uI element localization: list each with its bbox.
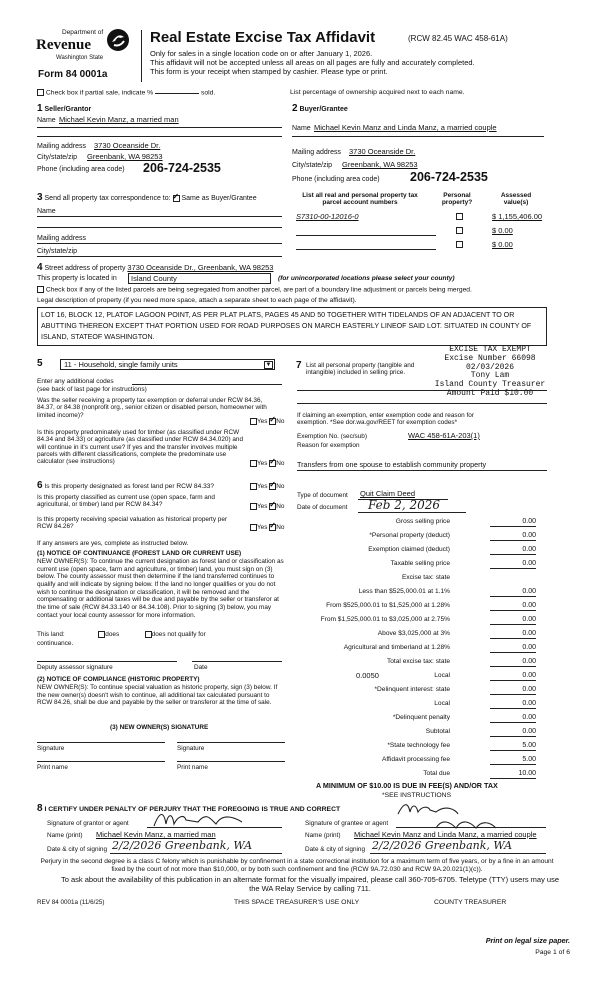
- buyer-city-field[interactable]: Greenbank, WA 98253: [342, 160, 418, 169]
- reason-label: Reason for exemption: [297, 442, 360, 449]
- buyer-mail-field[interactable]: 3730 Oceanside Dr.: [349, 147, 416, 156]
- no-label: No: [276, 483, 285, 491]
- stamp-line5: Island County Treasurer: [434, 380, 546, 390]
- tax-label: Affidavit processing fee: [381, 756, 450, 763]
- tax-label: Gross selling price: [395, 518, 450, 525]
- notice1-text: NEW OWNER(S): To continue the current designation as forest land or classification as current use (open space, farm and agriculture, or timber) land, you must sign on (3) below. The county assessor must then determine if the land transferred continues to qualify and will indicate by signing below. If the land no longer qualifies or you do not wish to continue the designation or classification, it will be removed and the compensating or additional taxes will be due and payable by the seller or transferor at the time of sale (RCW 84.33.140 or 84.34.108). Prior to signing (3) below, you may contact your local county assessor for more information.: [37, 558, 284, 619]
- section3-mail-label: Mailing address: [37, 235, 87, 242]
- min-fee-note: A MINIMUM OF $10.00 IS DUE IN FEE(S) AND/OR TAX: [316, 781, 498, 790]
- yes-checkbox[interactable]: [250, 460, 257, 467]
- grantee-name-field[interactable]: Michael Kevin Manz and Linda Manz, a married couple: [354, 830, 537, 839]
- q-exemption-yesno: [250, 418, 284, 426]
- seller-num: 1: [37, 103, 43, 114]
- tax-amount[interactable]: 0.00: [490, 616, 536, 625]
- wa-logo-icon: [106, 28, 130, 52]
- this-land-label: This land:: [37, 631, 65, 639]
- grantor-sig-label: Signature of grantor or agent: [47, 820, 129, 827]
- yes-label: Yes: [257, 503, 268, 511]
- doc-type-field[interactable]: Quit Claim Deed: [360, 489, 416, 498]
- county-label: This property is located in: [37, 275, 117, 282]
- stamp-line2: Excise Number 66098: [444, 353, 536, 363]
- tax-label: Total excise tax: state: [386, 658, 450, 665]
- grantor-date-field[interactable]: 2/2/2026 Greenbank, WA: [112, 839, 253, 852]
- no-checkbox[interactable]: [269, 418, 276, 425]
- seller-title: Seller/Grantor: [44, 106, 92, 113]
- buyer-phone-field[interactable]: 206-724-2535: [410, 170, 488, 184]
- tax-amount[interactable]: 5.00: [490, 742, 536, 751]
- header-divider: [141, 30, 142, 82]
- section3-label: Send all property tax correspondence to:: [44, 195, 171, 202]
- same-as-buyer-label: Same as Buyer/Grantee: [181, 195, 257, 202]
- stamp-line6: Amount Paid $10.00: [446, 388, 534, 398]
- yes-checkbox[interactable]: [250, 483, 257, 490]
- does-label: does: [105, 631, 120, 639]
- tax-amount[interactable]: 0.00: [490, 672, 536, 681]
- section3-num: 3: [37, 192, 43, 203]
- tax-label: Above $3,025,000 at 3%: [377, 630, 450, 637]
- q-exemption-deferral: Was the seller receiving a property tax exemption or deferral under RCW 84.36, 84.37, or 84.38 (nonprofit org., senior citizen or disabled person, homeowner with limited income)?: [37, 397, 267, 419]
- section6-num: 6: [37, 480, 43, 491]
- tax-label: Less than $525,000.01 at 1.1%: [358, 588, 450, 595]
- use-code-select[interactable]: [60, 359, 275, 370]
- personal-property-checkbox[interactable]: [456, 213, 463, 220]
- does-not-label: does not qualify for: [151, 631, 206, 639]
- tax-amount[interactable]: 0.00: [490, 644, 536, 653]
- section7-num: 7: [296, 360, 302, 371]
- yes-label: Yes: [257, 524, 268, 532]
- exemption-no-label: Exemption No. (sec/sub): [297, 433, 367, 440]
- dor-logo: [36, 27, 136, 69]
- q-timber-agri: Is this property predominately used for timber (as classified under RCW 84.34 and 84.33) or agriculture (as classified under RCW 84.34.020) and will continue in it's current use? If yes and the transfer involves multiple parcels with different classifications, complete the predominate use calculator (see instructions): [37, 429, 244, 466]
- buyer-mail-label: Mailing address: [292, 149, 342, 156]
- new-owner-sig-label: Signature: [177, 745, 205, 752]
- same-as-buyer-checkbox[interactable]: [173, 195, 180, 202]
- doc-date-field[interactable]: Feb 2, 2026: [368, 498, 441, 512]
- cert-label: I CERTIFY UNDER PENALTY OF PERJURY THAT THE FOREGOING IS TRUE AND CORRECT: [44, 806, 341, 813]
- no-checkbox[interactable]: [269, 524, 276, 531]
- assessed-value[interactable]: $ 1,155,406.00: [492, 212, 543, 221]
- tax-label: *Delinquent penalty: [392, 714, 450, 721]
- new-owner-sig-label: Signature: [37, 745, 65, 752]
- grantor-signature[interactable]: [150, 808, 270, 832]
- header-sub2: This affidavit will not be accepted unless all areas on all pages are fully and accurately completed.: [150, 58, 475, 67]
- tax-amount[interactable]: 0.00: [490, 602, 536, 611]
- grantee-date-field[interactable]: 2/2/2026 Greenbank, WA: [372, 839, 513, 852]
- seller-city-label: City/state/zip: [37, 154, 78, 161]
- yes-label: Yes: [257, 460, 268, 468]
- tax-amount[interactable]: 0.00: [490, 518, 536, 527]
- seller-name-label: Name: [37, 117, 56, 124]
- tax-amount[interactable]: 0.00: [490, 560, 536, 569]
- buyer-section: [292, 103, 544, 183]
- section4-street-row: [37, 262, 273, 274]
- yes-checkbox[interactable]: [250, 418, 257, 425]
- assessed-col-header: Assessed value(s): [500, 192, 532, 207]
- buyer-title: Buyer/Grantee: [299, 106, 348, 113]
- local-rate: 0.0050: [356, 671, 379, 680]
- notice3-title: (3) NEW OWNER(S) SIGNATURE: [110, 724, 209, 731]
- tax-table: [290, 515, 552, 775]
- q-historic: Is this property receiving special valuation as historical property per RCW 84.26?: [37, 516, 228, 531]
- boundary-checkbox[interactable]: [37, 286, 44, 293]
- new-owner-print-label: Print name: [37, 764, 68, 771]
- seller-city-field[interactable]: Greenbank, WA 98253: [87, 152, 163, 161]
- tax-amount[interactable]: 0.00: [490, 686, 536, 695]
- tax-amount[interactable]: 0.00: [490, 630, 536, 639]
- yes-label: Yes: [257, 418, 268, 426]
- buyer-name-field[interactable]: Michael Kevin Manz and Linda Manz, a married couple: [314, 123, 497, 132]
- chevron-down-icon[interactable]: ▼: [265, 362, 272, 368]
- dept-label: Department of: [62, 29, 104, 36]
- deputy-sig-label: Deputy assessor signature: [37, 664, 113, 671]
- tax-label: Agricultural and timberland at 1.28%: [343, 644, 450, 651]
- page-number: Page 1 of 6: [535, 949, 570, 956]
- seller-phone-label: Phone (including area code): [37, 166, 125, 173]
- new-owner-print-label: Print name: [177, 764, 208, 771]
- no-checkbox[interactable]: [269, 483, 276, 490]
- tax-amount[interactable]: 0.00: [490, 700, 536, 709]
- parcel-row: [296, 241, 546, 253]
- parcel-col-header: List all real and personal property tax parcel account numbers: [302, 192, 418, 207]
- seller-mail-field[interactable]: 3730 Oceanside Dr.: [94, 141, 161, 150]
- parcel-row: [296, 227, 546, 239]
- county-treasurer-label: COUNTY TREASURER: [434, 899, 507, 906]
- codes-label: Enter any additional codes: [37, 378, 114, 385]
- q-historic-yesno: [250, 524, 284, 532]
- section3-name-label: Name: [37, 208, 56, 215]
- tax-label: From $525,000.01 to $1,525,000 at 1.28%: [326, 602, 450, 609]
- does-checkbox[interactable]: [98, 631, 105, 638]
- personal-property-checkbox[interactable]: [456, 241, 463, 248]
- tax-amount[interactable]: 10.00: [490, 770, 536, 779]
- no-checkbox[interactable]: [269, 460, 276, 467]
- parcel-number[interactable]: S7310-00-12016-0: [296, 212, 359, 221]
- street-label: Street address of property: [44, 265, 126, 272]
- assessed-value[interactable]: $ 0.00: [492, 226, 513, 235]
- no-label: No: [276, 503, 285, 511]
- tax-label: *Personal property (deduct): [369, 532, 450, 539]
- state-label: Washington State: [56, 55, 104, 61]
- seller-mail-label: Mailing address: [37, 143, 87, 150]
- seller-phone-field[interactable]: 206-724-2535: [143, 161, 221, 175]
- section6-note: If any answers are yes, complete as instructed below.: [37, 540, 189, 547]
- boundary-label: Check box if any of the listed parcels are being segregated from another parcel, are part of a boundary line adjustment or parcels being merged.: [45, 286, 472, 294]
- tax-label: Local: [434, 672, 450, 679]
- grantee-date-label: Date & city of signing: [305, 846, 366, 853]
- section6-q1-row: [37, 480, 214, 492]
- tax-amount[interactable]: 0.00: [490, 728, 536, 737]
- header-sub3: This form is your receipt when stamped by cashier. Please type or print.: [150, 67, 388, 76]
- header-sub1: Only for sales in a single location code on or after January 1, 2026.: [150, 49, 373, 58]
- grantor-name-field[interactable]: Michael Kevin Manz, a married man: [96, 830, 216, 839]
- yes-checkbox[interactable]: [250, 524, 257, 531]
- q-timber-yesno: [250, 460, 284, 468]
- personal-property-checkbox[interactable]: [456, 227, 463, 234]
- section7-label: List all personal property (tangible and intangible) included in selling price.: [306, 362, 415, 377]
- tax-amount[interactable]: 5.00: [490, 756, 536, 765]
- tax-amount[interactable]: 0.00: [490, 546, 536, 555]
- partial-sale-row: [37, 89, 215, 97]
- no-label: No: [276, 460, 285, 468]
- assessed-value[interactable]: $ 0.00: [492, 240, 513, 249]
- q-current-use-yesno: [250, 503, 284, 511]
- seller-name-field[interactable]: Michael Kevin Manz, a married man: [59, 115, 179, 124]
- boundary-row: [37, 286, 472, 294]
- grantee-sig-label: Signature of grantee or agent: [305, 820, 389, 827]
- tax-label: Excise tax: state: [401, 574, 450, 581]
- buyer-num: 2: [292, 103, 298, 114]
- stamp-line4: Tony Lam: [470, 371, 510, 381]
- reason-field[interactable]: Transfers from one spouse to establish community property: [297, 460, 487, 469]
- tax-label: *Delinquent interest: state: [374, 686, 450, 693]
- doc-type-label: Type of document: [297, 492, 348, 499]
- yes-label: Yes: [257, 483, 268, 491]
- legal-size-note: Print on legal size paper.: [485, 936, 570, 945]
- alt-format-notice: To ask about the availability of this publication in an alternate format for the visually impaired, please call 360-705-6705. Teletype (TTY) users may use the WA Relay Service by calling 711.: [60, 875, 560, 893]
- stamp-line1: EXCISE TAX EXEMPT: [449, 345, 531, 354]
- section3-header: [37, 192, 257, 204]
- section3-city-label: City/state/zip: [37, 248, 78, 255]
- tax-label: Subtotal: [425, 728, 450, 735]
- doc-date-label: Date of document: [297, 504, 348, 511]
- partial-sale-label: Check box if partial sale, indicate %: [45, 89, 154, 97]
- ownership-note: List percentage of ownership acquired next to each name.: [290, 89, 465, 96]
- form-number: Form 84 0001a: [38, 69, 108, 80]
- see-instructions: *SEE INSTRUCTIONS: [382, 792, 452, 799]
- partial-sale-checkbox[interactable]: [37, 89, 44, 96]
- no-checkbox[interactable]: [269, 503, 276, 510]
- notice2-text: NEW OWNER(S): To continue special valuation as historic property, sign (3) below. If the new owner(s) doesn't wish to continue, all additional tax calculated pursuant to RCW 84.26, shall be due and payable by the seller or transferor at the time of sale.: [37, 684, 278, 707]
- buyer-name-label: Name: [292, 125, 311, 132]
- tax-label: From $1,525,000.01 to $3,025,000 at 2.75%: [320, 616, 450, 623]
- notice1-title: (1) NOTICE OF CONTINUANCE (FOREST LAND OR CURRENT USE): [37, 550, 242, 557]
- personal-col-header: Personal property?: [441, 192, 473, 207]
- tax-amount[interactable]: 0.00: [490, 658, 536, 667]
- county-note: (for unincorporated locations please select your county): [278, 275, 455, 282]
- notice2-title: (2) NOTICE OF COMPLIANCE (HISTORIC PROPERTY): [37, 676, 200, 683]
- continuance-label: continuance.: [37, 640, 74, 647]
- form-rcw: (RCW 82.45 WAC 458-61A): [408, 34, 508, 43]
- section4-num: 4: [37, 262, 43, 273]
- this-land-row: [37, 631, 287, 639]
- tax-amount[interactable]: 0.00: [490, 588, 536, 597]
- treasurer-use-label: THIS SPACE TREASURER'S USE ONLY: [234, 899, 360, 906]
- grantor-name-label: Name (print): [47, 832, 83, 839]
- section8-num: 8: [37, 803, 43, 814]
- exemption-no-field[interactable]: WAC 458-61A-203(1): [408, 431, 480, 440]
- q-current-use: Is this property classified as current use (open space, farm and agricultural, or timber) land per RCW 84.34?: [37, 494, 215, 509]
- grantor-date-label: Date & city of signing: [47, 846, 108, 853]
- partial-sold-label: sold.: [200, 89, 216, 97]
- stamp-line3: 02/03/2026: [465, 362, 514, 372]
- street-field[interactable]: 3730 Oceanside Dr., Greenbank, WA 98253: [127, 263, 274, 272]
- seller-section: [37, 103, 282, 183]
- tax-label: Taxable selling price: [390, 560, 450, 567]
- q-forest-land: Is this property designated as forest land per RCW 84.33?: [44, 483, 215, 490]
- buyer-city-label: City/state/zip: [292, 162, 333, 169]
- no-label: No: [276, 418, 285, 426]
- grantee-signature[interactable]: [396, 800, 546, 834]
- tax-amount[interactable]: 0.00: [490, 714, 536, 723]
- use-code-value: 11 - Household, single family units: [64, 360, 178, 369]
- revenue-label: Revenue: [36, 37, 91, 53]
- yes-checkbox[interactable]: [250, 503, 257, 510]
- q-forest-yesno: [250, 483, 284, 491]
- section5-num: 5: [37, 358, 43, 369]
- legal-label: Legal description of property (if you need more space, attach a separate sheet to each page of the affidavit).: [37, 297, 357, 304]
- tax-label: Exemption claimed (deduct): [368, 546, 450, 553]
- grantee-name-label: Name (print): [305, 832, 341, 839]
- rev-number: REV 84 0001a (11/6/25): [37, 899, 105, 906]
- perjury-notice: Perjury in the second degree is a class C felony which is punishable by confinement in a state correctional institution for a maximum term of five years, or by a fine in an amount fixed by the court of not more than $10,000, or by both such confinement and fine (RCW 9A.72.030 and RCW 9A.20.021(1)(c)).: [40, 858, 554, 873]
- parcel-row: [296, 213, 546, 225]
- no-label: No: [276, 524, 285, 532]
- tax-amount[interactable]: 0.00: [490, 532, 536, 541]
- codes-note: (see back of last page for instructions): [37, 386, 147, 393]
- exemption-text: If claiming an exemption, enter exemption code and reason for exemption. *See dor.wa.gov/REET for exemption codes*: [297, 412, 474, 427]
- does-not-checkbox[interactable]: [145, 631, 152, 638]
- legal-description-field[interactable]: LOT 16, BLOCK 12, PLATOF LAGOON POINT, AS PER PLAT PLATS, PAGES 45 AND 50 TOGETHER WITH TIDELANDS OF AN ADJACENT TO OR ABUTTING THEREON EXCEPT THAT PORTION USED FOR ROAD PURPOSES ON MARCH EASTERLY LINEOF SAID LOT. SITUATED IN COUNTY OF ISLAND, STATEOF WASHINGTON.: [37, 307, 547, 346]
- form-title: Real Estate Excise Tax Affidavit: [150, 29, 376, 46]
- buyer-phone-label: Phone (including area code): [292, 176, 380, 183]
- county-select[interactable]: Island County: [128, 273, 271, 284]
- deputy-date-label: Date: [194, 664, 208, 671]
- tax-label: *State technology fee: [387, 742, 450, 749]
- tax-label: Local: [434, 700, 450, 707]
- tax-label: Total due: [423, 770, 450, 777]
